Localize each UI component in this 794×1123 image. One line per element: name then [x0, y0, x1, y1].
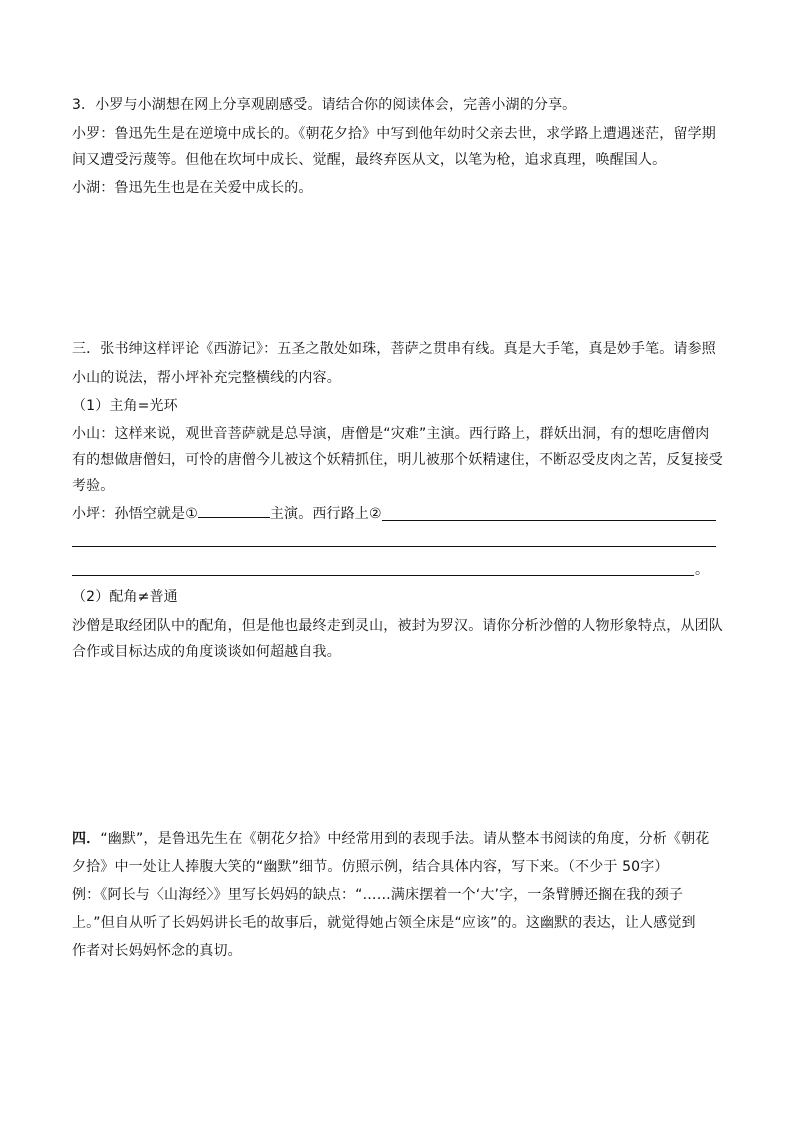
- shan-line-2: 有的想做唐僧妇，可怜的唐僧今儿被这个妖精抓住，明儿被那个妖精逮住，不断忍受皮肉之苦，反复接受: [72, 452, 723, 468]
- section-4-line-1-text: “幽默”，是鲁迅先生在《朝花夕拾》中经常用到的表现手法。请从整本书阅读的角度，分析《朝花: [100, 831, 710, 847]
- ping-mid: 主演。西行路上②: [269, 506, 382, 522]
- q3-hu-line: 小湖：鲁迅先生也是在关爱中成长的。: [72, 180, 313, 196]
- blank-2-line-1[interactable]: [382, 520, 716, 521]
- blank-1[interactable]: [198, 505, 270, 518]
- q3-luo-line-1: 小罗：鲁迅先生是在逆境中成长的。《朝花夕拾》中写到他年幼时父亲去世，求学路上遭遇迷茫，留学期: [72, 126, 716, 142]
- q3-luo-line-2: 间又遭受污蔑等。但他在坎坷中成长、觉醒，最终弃医从文，以笔为枪，追求真理，唤醒国人。: [72, 152, 667, 168]
- sub1-title: （1）主角=光环: [72, 398, 178, 414]
- ping-end-mark: 。: [695, 562, 710, 578]
- section-4-line-1: [72, 830, 718, 848]
- shan-line-3: 考验。: [72, 478, 115, 494]
- sha-line-1: 沙僧是取经团队中的配角，但是他也最终走到灵山，被封为罗汉。请你分析沙僧的人物形象特点，从团队: [72, 618, 723, 634]
- q3-prompt: 3．小罗与小湖想在网上分享观剧感受。请结合你的阅读体会，完善小湖的分享。: [72, 97, 577, 113]
- sha-line-2: 合作或目标达成的角度谈谈如何超越自我。: [72, 644, 341, 660]
- section-4-number: 四．: [72, 831, 101, 847]
- section-3-intro-line-1: 三．张书绅这样评论《西游记》：五圣之散处如珠，菩萨之贯串有线。真是大手笔，真是妙手笔。请参照: [72, 341, 716, 357]
- blank-2-line-2[interactable]: [72, 546, 716, 547]
- ping-prefix: 小坪：孙悟空就是①: [72, 506, 198, 522]
- section-3-intro-line-2: 小山的说法，帮小坪补充完整横线的内容。: [72, 370, 341, 386]
- example-line-3: 作者对长妈妈怀念的真切。: [72, 943, 242, 959]
- example-line-1: 例：《阿长与〈山海经〉》里写长妈妈的缺点：“……满床摆着一个‘大’字，一条臂膊还搁在我的颈子: [72, 887, 684, 903]
- section-4-line-2: 夕拾》中一处让人捧腹大笑的“幽默”细节。仿照示例，结合具体内容，写下来。（不少于 50字）: [72, 859, 669, 875]
- example-line-2: 上。”但自从听了长妈妈讲长毛的故事后，就觉得她占领全床是“应该”的。这幽默的表达，让人感觉到: [72, 915, 696, 931]
- sub2-title: （2）配角≠普通: [72, 589, 178, 605]
- shan-line-1: 小山：这样来说，观世音菩萨就是总导演，唐僧是“灾难”主演。西行路上，群妖出洞，有的想吃唐僧肉: [72, 426, 710, 442]
- blank-2-line-3[interactable]: [72, 575, 694, 576]
